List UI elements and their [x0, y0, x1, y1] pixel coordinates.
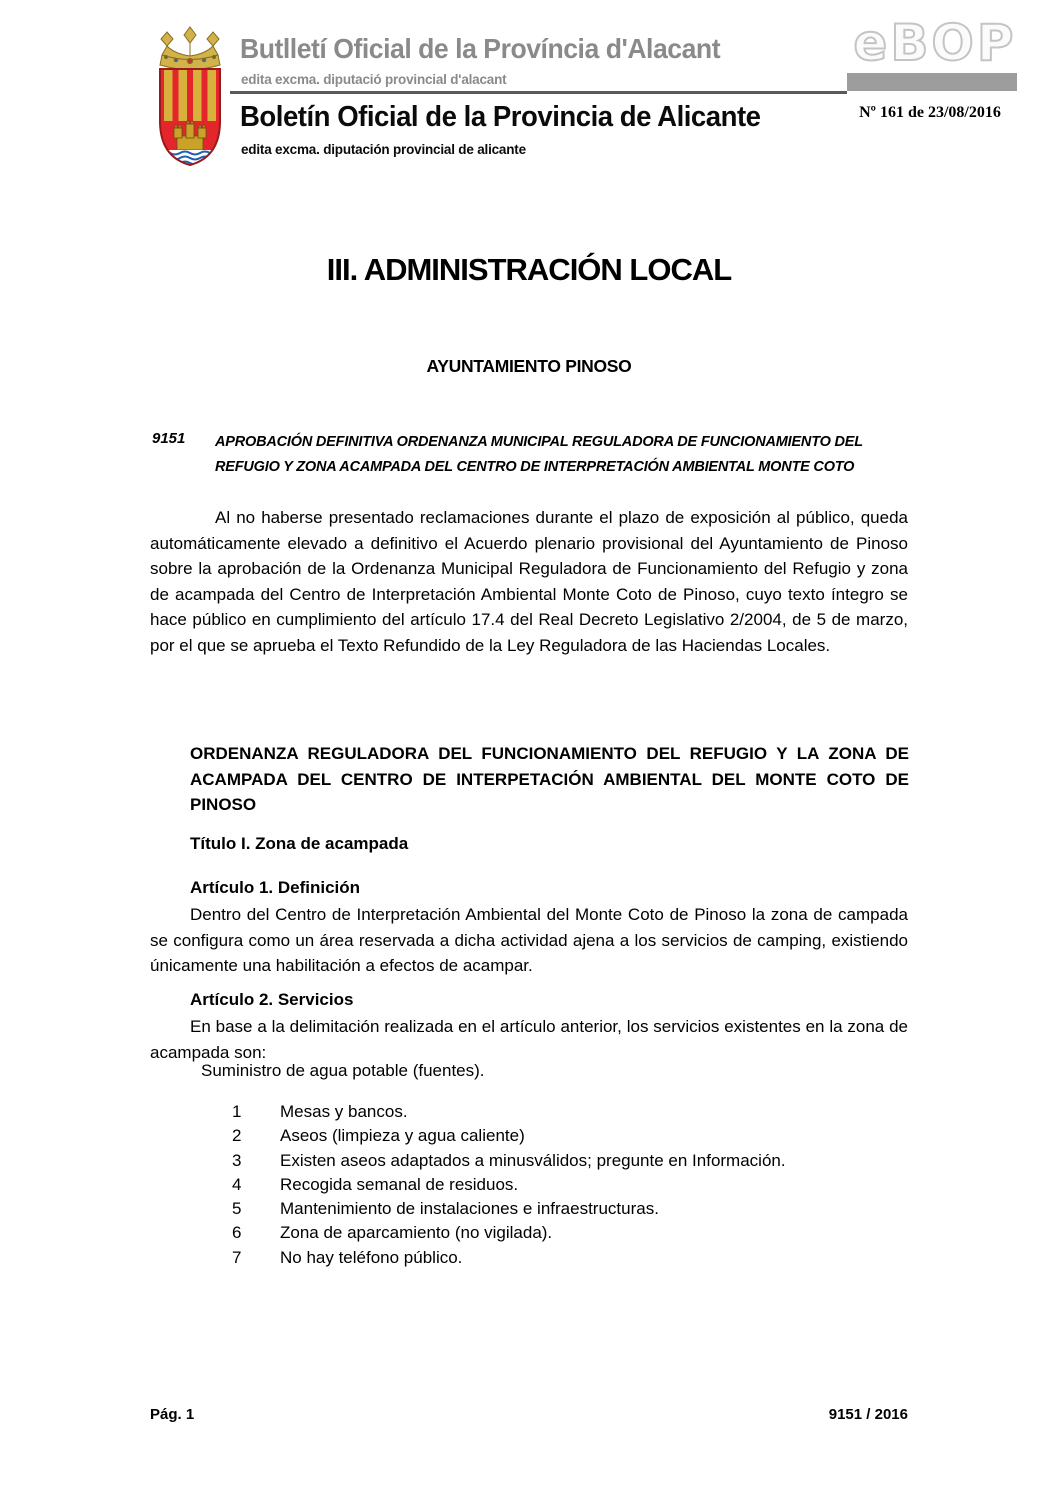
service-text: Mantenimiento de instalaciones e infraestructuras.	[280, 1199, 659, 1219]
title1-heading: Título I. Zona de acampada	[190, 834, 409, 853]
article2-heading: Artículo 2. Servicios	[190, 990, 354, 1009]
service-text: Existen aseos adaptados a minusválidos; pregunte en Información.	[280, 1150, 786, 1170]
bulletin-title-spanish: Boletín Oficial de la Provincia de Alicante	[240, 101, 761, 133]
service-item	[232, 1197, 786, 1221]
service-item	[232, 1173, 786, 1197]
bulletin-subtitle-spanish: edita excma. diputación provincial de alicante	[241, 142, 526, 157]
organization-title: AYUNTAMIENTO PINOSO	[426, 356, 632, 376]
service-number: 2	[232, 1126, 242, 1146]
intro-paragraph: Al no haberse presentado reclamaciones durante el plazo de exposición al público, queda automáticamente elevado a definitivo el Acuerdo plenario provisional del Ayuntamiento de Pinoso sobre la aprobación de la Ordenanza Municipal Reguladora de Funcionamiento del Refugio y zona de acampada del Centro de Interpretación Ambiental Monte Coto de Pinoso, cuyo texto íntegro se hace público en cumplimiento del artículo 17.4 del Real Decreto Legislativo 2/2004, de 5 de marzo, por el que se aprueba el Texto Refundido de la Ley Reguladora de las Haciendas Locales.	[150, 508, 908, 655]
announcement-number: 9151	[152, 430, 186, 447]
article1-body: Dentro del Centro de Interpretación Ambiental del Monte Coto de Pinoso la zona de campada se configura como un área reservada a dicha actividad ajena a los servicios de camping, existiendo únicamente una habilitación a efectos de acampar.	[150, 905, 908, 976]
service-number: 1	[232, 1102, 242, 1121]
masthead-divider	[230, 91, 847, 94]
service-number: 3	[232, 1150, 242, 1170]
ordinance-title: ORDENANZA REGULADORA DEL FUNCIONAMIENTO DEL REFUGIO Y LA ZONA DE ACAMPADA DEL CENTRO DE INTERPETACIÓN AMBIENTAL DEL MONTE COTO DE PINOSO	[190, 744, 909, 815]
service-text: Mesas y bancos.	[280, 1102, 408, 1121]
article2-body: En base a la delimitación realizada en el artículo anterior, los servicios existentes en la zona de acampada son:	[150, 1017, 908, 1062]
document-reference: 9151 / 2016	[828, 1406, 908, 1423]
bulletin-subtitle-catalan: edita excma. diputació provincial d'alacant	[241, 72, 507, 87]
issue-number: Nº 161 de 23/08/2016	[859, 104, 1001, 121]
service-number: 5	[232, 1199, 242, 1219]
services-list	[232, 1100, 786, 1270]
service-text: Zona de aparcamiento (no vigilada).	[280, 1223, 553, 1243]
service-item	[232, 1124, 786, 1148]
announcement-title: APROBACIÓN DEFINITIVA ORDENANZA MUNICIPAL REGULADORA DE FUNCIONAMIENTO DEL REFUGIO Y ZONA ACAMPADA DEL CENTRO DE INTERPRETACIÓN AMBIENTAL MONTE COTO	[215, 434, 863, 475]
bulletin-title-catalan: Butlletí Oficial de la Província d'Alacant	[240, 33, 721, 64]
ebop-logo-bar	[847, 73, 1017, 91]
page-number: Pág. 1	[150, 1406, 195, 1423]
section-title: III. ADMINISTRACIÓN LOCAL	[326, 252, 732, 287]
service-number: 7	[232, 1247, 242, 1267]
service-number: 4	[232, 1174, 242, 1194]
service-item	[232, 1149, 786, 1173]
coat-of-arms-icon	[145, 24, 235, 170]
service-text: Recogida semanal de residuos.	[280, 1174, 519, 1194]
announcement-heading	[152, 430, 908, 480]
service-text: Aseos (limpieza y agua caliente)	[280, 1126, 525, 1146]
water-supply-line: Suministro de agua potable (fuentes).	[201, 1061, 485, 1080]
service-item	[232, 1100, 786, 1124]
service-item	[232, 1246, 786, 1270]
article1-heading: Artículo 1. Definición	[190, 878, 361, 897]
ebop-logo: eBOP	[853, 14, 1017, 72]
service-number: 6	[232, 1223, 242, 1243]
service-item	[232, 1221, 786, 1245]
service-text: No hay teléfono público.	[280, 1247, 463, 1267]
